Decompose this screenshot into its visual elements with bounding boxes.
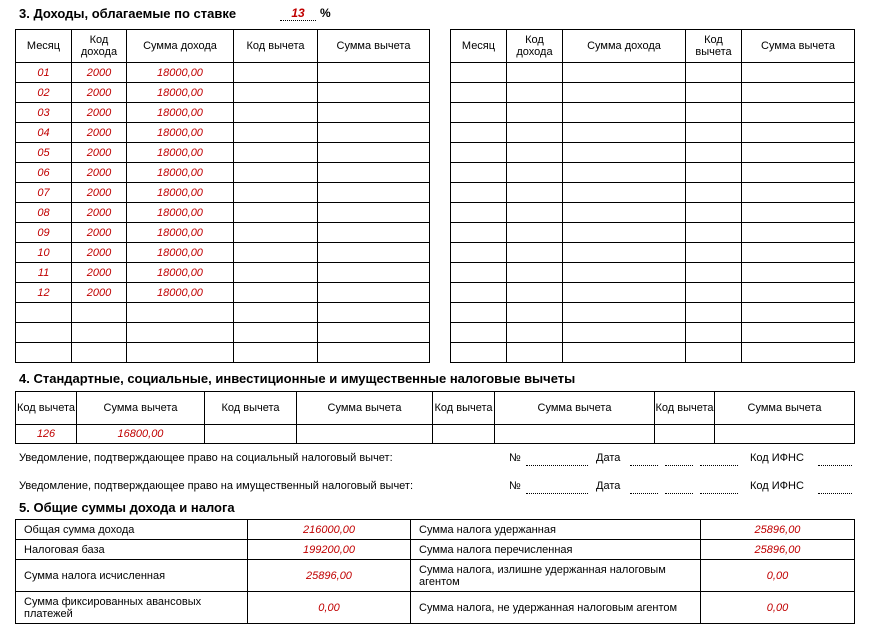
deduction-code-cell[interactable] [234, 223, 318, 243]
total-income-value[interactable]: 216000,00 [248, 520, 411, 540]
deduction-code-cell[interactable] [686, 343, 742, 363]
deduction-sum-cell[interactable] [742, 183, 855, 203]
deduction-code-cell[interactable] [234, 143, 318, 163]
table-row [451, 143, 855, 163]
header-income-sum: Сумма дохода [127, 30, 234, 63]
month-cell[interactable] [451, 83, 507, 103]
section3-title: 3. Доходы, облагаемые по ставке [19, 6, 237, 21]
income-code-cell[interactable] [507, 63, 563, 83]
table-row [16, 323, 430, 343]
month-cell[interactable]: 01 [16, 63, 72, 83]
income-sum-cell[interactable] [127, 303, 234, 323]
table-row [451, 283, 855, 303]
income-sum-cell[interactable]: 18000,00 [127, 103, 234, 123]
income-sum-cell[interactable] [563, 163, 686, 183]
deduction-sum-cell[interactable] [742, 223, 855, 243]
income-sum-cell[interactable] [563, 303, 686, 323]
deduction-sum-cell[interactable] [742, 123, 855, 143]
tax-transferred-label: Сумма налога перечисленная [411, 540, 701, 560]
income-sum-cell[interactable]: 18000,00 [127, 63, 234, 83]
deduction-sum-cell[interactable] [318, 83, 430, 103]
month-cell[interactable]: 12 [16, 283, 72, 303]
deduction-sum-cell[interactable] [742, 323, 855, 343]
empty-cell[interactable] [655, 425, 715, 444]
header-deduction-code: Код вычета [16, 392, 77, 425]
month-cell[interactable] [16, 323, 72, 343]
income-sum-cell[interactable]: 18000,00 [127, 243, 234, 263]
table-row [16, 143, 430, 163]
month-cell[interactable] [451, 103, 507, 123]
income-sum-cell[interactable]: 18000,00 [127, 143, 234, 163]
income-code-cell[interactable] [507, 103, 563, 123]
tax-calculated-value[interactable]: 25896,00 [248, 560, 411, 592]
month-cell[interactable]: 07 [16, 183, 72, 203]
income-sum-cell[interactable]: 18000,00 [127, 263, 234, 283]
deduction-code-cell[interactable] [686, 63, 742, 83]
deduction-code-cell[interactable] [234, 343, 318, 363]
month-cell[interactable] [451, 243, 507, 263]
deduction-sum-cell[interactable] [742, 63, 855, 83]
month-cell[interactable]: 10 [16, 243, 72, 263]
income-code-cell[interactable] [72, 303, 127, 323]
notice-property-label: Уведомление, подтверждающее право на имущественный налоговый вычет: [19, 480, 414, 492]
notice-property-day-field[interactable] [630, 482, 658, 494]
income-sum-cell[interactable]: 18000,00 [127, 83, 234, 103]
table-row [451, 203, 855, 223]
income-code-cell[interactable] [507, 83, 563, 103]
deduction-code-cell[interactable] [686, 283, 742, 303]
month-cell[interactable] [451, 343, 507, 363]
header-deduction-code: Код вычета [234, 30, 318, 63]
income-code-cell[interactable] [507, 323, 563, 343]
notice-social-year-field[interactable] [700, 454, 738, 466]
deduction-sum-cell[interactable] [318, 243, 430, 263]
income-sum-cell[interactable]: 18000,00 [127, 183, 234, 203]
income-code-cell[interactable]: 2000 [72, 203, 127, 223]
empty-cell[interactable] [205, 425, 297, 444]
deduction-sum-cell[interactable] [742, 83, 855, 103]
income-code-cell[interactable]: 2000 [72, 163, 127, 183]
income-code-cell[interactable]: 2000 [72, 143, 127, 163]
header-deduction-code: Код вычета [205, 392, 297, 425]
table-row [451, 63, 855, 83]
table-row [16, 203, 430, 223]
income-sum-cell[interactable] [563, 83, 686, 103]
deduction-code-cell[interactable] [234, 83, 318, 103]
income-code-cell[interactable] [507, 123, 563, 143]
income-table-right [450, 29, 855, 363]
deduction-code-cell[interactable] [686, 83, 742, 103]
income-code-cell[interactable]: 2000 [72, 243, 127, 263]
table-row [16, 183, 430, 203]
header-income-code: Код дохода [72, 30, 127, 63]
header-month: Месяц [16, 30, 72, 63]
tax-excess-label: Сумма налога, излишне удержанная налоговым агентом [411, 560, 701, 592]
income-sum-cell[interactable]: 18000,00 [127, 163, 234, 183]
table-row [16, 163, 430, 183]
deductions-table [15, 391, 855, 444]
deduction-sum-cell[interactable] [742, 143, 855, 163]
income-sum-cell[interactable] [563, 323, 686, 343]
deduction-sum-cell[interactable] [318, 223, 430, 243]
month-cell[interactable]: 05 [16, 143, 72, 163]
notice-ifns-label: Код ИФНС [750, 452, 804, 464]
tax-not-withheld-label: Сумма налога, не удержанная налоговым агентом [411, 592, 701, 624]
table-row [451, 223, 855, 243]
table-row [451, 163, 855, 183]
percent-sign: % [320, 6, 331, 20]
deduction-code-cell[interactable]: 126 [16, 425, 77, 444]
notice-property-number-field[interactable] [526, 482, 588, 494]
income-code-cell[interactable] [507, 343, 563, 363]
month-cell[interactable] [451, 223, 507, 243]
notice-ifns-label: Код ИФНС [750, 480, 804, 492]
month-cell[interactable]: 06 [16, 163, 72, 183]
header-month: Месяц [451, 30, 507, 63]
header-deduction-sum: Сумма вычета [495, 392, 655, 425]
month-cell[interactable] [451, 143, 507, 163]
month-cell[interactable]: 09 [16, 223, 72, 243]
table-row [451, 263, 855, 283]
income-code-cell[interactable]: 2000 [72, 223, 127, 243]
empty-cell[interactable] [433, 425, 495, 444]
deduction-sum-cell[interactable] [742, 263, 855, 283]
income-sum-cell[interactable]: 18000,00 [127, 283, 234, 303]
month-cell[interactable] [16, 343, 72, 363]
tax-base-label: Налоговая база [16, 540, 248, 560]
header-deduction-code: Код вычета [433, 392, 495, 425]
income-code-cell[interactable]: 2000 [72, 183, 127, 203]
deduction-code-cell[interactable] [234, 163, 318, 183]
income-sum-cell[interactable] [127, 323, 234, 343]
notice-date-label: Дата [596, 480, 621, 492]
deduction-code-cell[interactable] [234, 303, 318, 323]
table-row [451, 343, 855, 363]
deduction-code-cell[interactable] [686, 223, 742, 243]
section4-title: 4. Стандартные, социальные, инвестиционные и имущественные налоговые вычеты [19, 371, 576, 386]
deduction-code-cell[interactable] [686, 263, 742, 283]
deduction-sum-cell[interactable] [318, 103, 430, 123]
deduction-sum-cell[interactable] [318, 263, 430, 283]
income-sum-cell[interactable] [127, 343, 234, 363]
section5-title: 5. Общие суммы дохода и налога [19, 500, 235, 515]
deduction-sum-cell[interactable]: 16800,00 [77, 425, 205, 444]
income-code-cell[interactable] [507, 163, 563, 183]
tax-withheld-label: Сумма налога удержанная [411, 520, 701, 540]
month-cell[interactable]: 11 [16, 263, 72, 283]
income-sum-cell[interactable] [563, 183, 686, 203]
income-code-cell[interactable] [72, 343, 127, 363]
tax-calculated-label: Сумма налога исчисленная [16, 560, 248, 592]
month-cell[interactable] [451, 303, 507, 323]
income-code-cell[interactable]: 2000 [72, 263, 127, 283]
tax-not-withheld-value[interactable]: 0,00 [701, 592, 855, 624]
income-sum-cell[interactable] [563, 103, 686, 123]
deduction-sum-cell[interactable] [318, 183, 430, 203]
month-cell[interactable] [451, 163, 507, 183]
header-deduction-sum: Сумма вычета [715, 392, 855, 425]
notice-social-number-field[interactable] [526, 454, 588, 466]
deduction-sum-cell[interactable] [318, 63, 430, 83]
header-deduction-code: Код вычета [655, 392, 715, 425]
table-row [451, 323, 855, 343]
income-code-cell[interactable]: 2000 [72, 103, 127, 123]
month-cell[interactable] [451, 263, 507, 283]
notice-property-ifns-field[interactable] [818, 482, 852, 494]
header-deduction-sum: Сумма вычета [297, 392, 433, 425]
deduction-sum-cell[interactable] [318, 123, 430, 143]
income-sum-cell[interactable] [563, 203, 686, 223]
deduction-code-cell[interactable] [234, 263, 318, 283]
table-row [16, 103, 430, 123]
deduction-code-cell[interactable] [686, 303, 742, 323]
deduction-code-cell[interactable] [686, 203, 742, 223]
deduction-code-cell[interactable] [234, 63, 318, 83]
header-deduction-code: Код вычета [686, 30, 742, 63]
deduction-code-cell[interactable] [686, 243, 742, 263]
header-deduction-sum: Сумма вычета [77, 392, 205, 425]
table-row [16, 123, 430, 143]
month-cell[interactable] [451, 283, 507, 303]
tax-transferred-value[interactable]: 25896,00 [701, 540, 855, 560]
table-row [16, 303, 430, 323]
table-row [16, 283, 430, 303]
income-code-cell[interactable] [72, 323, 127, 343]
income-sum-cell[interactable] [563, 63, 686, 83]
month-cell[interactable]: 08 [16, 203, 72, 223]
income-sum-cell[interactable] [563, 223, 686, 243]
income-code-cell[interactable]: 2000 [72, 63, 127, 83]
income-code-cell[interactable] [507, 243, 563, 263]
table-row [451, 243, 855, 263]
income-code-cell[interactable] [507, 303, 563, 323]
table-row [451, 103, 855, 123]
table-row [451, 123, 855, 143]
empty-cell[interactable] [715, 425, 855, 444]
table-row [16, 263, 430, 283]
tax-withheld-value[interactable]: 25896,00 [701, 520, 855, 540]
notice-social-month-field[interactable] [665, 454, 693, 466]
table-row [16, 223, 430, 243]
total-income-label: Общая сумма дохода [16, 520, 248, 540]
header-income-sum: Сумма дохода [563, 30, 686, 63]
tax-base-value[interactable]: 199200,00 [248, 540, 411, 560]
table-row [451, 303, 855, 323]
income-sum-cell[interactable]: 18000,00 [127, 203, 234, 223]
income-sum-cell[interactable] [563, 123, 686, 143]
deduction-sum-cell[interactable] [318, 303, 430, 323]
empty-cell[interactable] [495, 425, 655, 444]
income-sum-cell[interactable]: 18000,00 [127, 123, 234, 143]
deduction-code-cell[interactable] [686, 323, 742, 343]
notice-social-label: Уведомление, подтверждающее право на социальный налоговый вычет: [19, 452, 393, 464]
notice-no-label: № [509, 452, 521, 464]
table-row [16, 343, 430, 363]
deduction-code-cell[interactable] [686, 163, 742, 183]
month-cell[interactable] [451, 123, 507, 143]
notice-social-day-field[interactable] [630, 454, 658, 466]
month-cell[interactable]: 04 [16, 123, 72, 143]
income-code-cell[interactable]: 2000 [72, 83, 127, 103]
deduction-sum-cell[interactable] [318, 203, 430, 223]
table-row [16, 63, 430, 83]
table-row [451, 83, 855, 103]
empty-cell[interactable] [297, 425, 433, 444]
month-cell[interactable] [16, 303, 72, 323]
deduction-code-cell[interactable] [234, 123, 318, 143]
month-cell[interactable] [451, 183, 507, 203]
deduction-sum-cell[interactable] [742, 203, 855, 223]
deduction-sum-cell[interactable] [318, 163, 430, 183]
header-income-code: Код дохода [507, 30, 563, 63]
header-deduction-sum: Сумма вычета [318, 30, 430, 63]
deduction-sum-cell[interactable] [742, 243, 855, 263]
month-cell[interactable] [451, 63, 507, 83]
deduction-code-cell[interactable] [234, 203, 318, 223]
table-row [16, 243, 430, 263]
table-row [16, 83, 430, 103]
deduction-sum-cell[interactable] [318, 143, 430, 163]
income-code-cell[interactable]: 2000 [72, 283, 127, 303]
deduction-sum-cell[interactable] [742, 163, 855, 183]
notice-social-ifns-field[interactable] [818, 454, 852, 466]
deduction-code-cell[interactable] [686, 143, 742, 163]
month-cell[interactable] [451, 323, 507, 343]
header-deduction-sum: Сумма вычета [742, 30, 855, 63]
deduction-sum-cell[interactable] [742, 343, 855, 363]
notice-property-year-field[interactable] [700, 482, 738, 494]
deduction-sum-cell[interactable] [318, 343, 430, 363]
deduction-code-cell[interactable] [234, 243, 318, 263]
income-code-cell[interactable] [507, 203, 563, 223]
income-sum-cell[interactable] [563, 143, 686, 163]
totals-table [15, 519, 855, 624]
deduction-sum-cell[interactable] [742, 303, 855, 323]
income-code-cell[interactable] [507, 263, 563, 283]
tax-excess-value[interactable]: 0,00 [701, 560, 855, 592]
fixed-advance-value[interactable]: 0,00 [248, 592, 411, 624]
income-sum-cell[interactable] [563, 283, 686, 303]
income-table-left [15, 29, 430, 363]
income-code-cell[interactable]: 2000 [72, 123, 127, 143]
fixed-advance-label: Сумма фиксированных авансовых платежей [16, 592, 248, 624]
notice-property-month-field[interactable] [665, 482, 693, 494]
income-sum-cell[interactable] [563, 263, 686, 283]
income-code-cell[interactable] [507, 183, 563, 203]
income-code-cell[interactable] [507, 143, 563, 163]
deduction-code-cell[interactable] [234, 283, 318, 303]
deduction-code-cell[interactable] [686, 183, 742, 203]
notice-no-label: № [509, 480, 521, 492]
deduction-sum-cell[interactable] [318, 283, 430, 303]
notice-date-label: Дата [596, 452, 621, 464]
income-sum-cell[interactable] [563, 243, 686, 263]
month-cell[interactable]: 03 [16, 103, 72, 123]
deduction-code-cell[interactable] [234, 183, 318, 203]
deduction-sum-cell[interactable] [318, 323, 430, 343]
month-cell[interactable] [451, 203, 507, 223]
income-sum-cell[interactable]: 18000,00 [127, 223, 234, 243]
month-cell[interactable]: 02 [16, 83, 72, 103]
income-code-cell[interactable] [507, 223, 563, 243]
income-sum-cell[interactable] [563, 343, 686, 363]
deduction-sum-cell[interactable] [742, 103, 855, 123]
deduction-code-cell[interactable] [686, 123, 742, 143]
deduction-code-cell[interactable] [234, 103, 318, 123]
deduction-code-cell[interactable] [234, 323, 318, 343]
deduction-sum-cell[interactable] [742, 283, 855, 303]
income-code-cell[interactable] [507, 283, 563, 303]
table-row [451, 183, 855, 203]
tax-rate-value[interactable]: 13 [280, 6, 316, 21]
deduction-code-cell[interactable] [686, 103, 742, 123]
